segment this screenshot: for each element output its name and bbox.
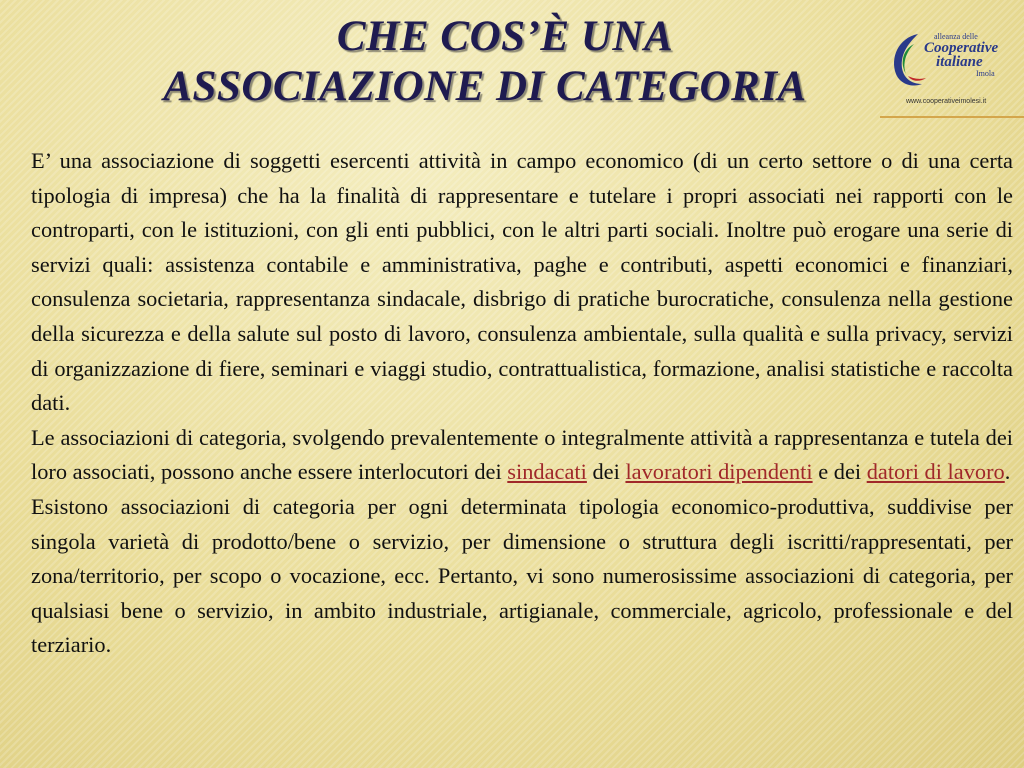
title-divider (880, 116, 1024, 118)
title-line-2: ASSOCIAZIONE DI CATEGORIA (163, 63, 807, 110)
logo-url: www.cooperativeimolesi.it (906, 98, 987, 105)
logo-wordmark: alleanza delle Cooperative italiane Imola (924, 32, 999, 78)
slide-title (90, 12, 880, 112)
cooperative-italiane-logo (888, 26, 1018, 110)
link-sindacati[interactable]: sindacati (507, 459, 587, 485)
link-datori-di-lavoro[interactable]: datori di lavoro (866, 459, 1005, 485)
body-text (31, 144, 1013, 663)
paragraph-interlocutors: Le associazioni di categoria, svolgendo prevalentemente o integralmente attività a rappresentanza e tutela dei loro associati, possono anche essere interlocutori dei sindacati dei lavoratori dipendenti e dei datori di lavoro. (31, 424, 1013, 485)
title-line-1: CHE COS’È UNA (336, 13, 674, 60)
paragraph-types: Esistono associazioni di categoria per ogni determinata tipologia economico-produttiva, suddivise per singola varietà di prodotto/bene o servizio, per dimensione o struttura degli iscritti/rappresentati, per zona/territorio, per scopo o vocazione, ecc. Pertanto, vi sono numerosissime associazioni di categoria, per qualsiasi bene o servizio, in ambito industriale, artigianale, commerciale, agricolo, professionale e del terziario. (31, 493, 1013, 658)
paragraph-definition: E’ una associazione di soggetti esercenti attività in campo economico (di un certo settore o di una certa tipologia di impresa) che ha la finalità di rappresentare e tutelare i propri associati nei rapporti con le controparti, con le istituzioni, con gli enti pubblici, con le altri parti sociali. Inoltre può erogare una serie di servizi quali: assistenza contabile e amministrativa, paghe e contributi, aspetti economici e finanziari, consulenza societaria, rappresentanza sindacale, disbrigo di pratiche burocratiche, consulenza nella gestione della sicurezza e della salute sul posto di lavoro, consulenza ambientale, sulla qualità e sulla privacy, servizi di organizzazione di fiere, seminari e viaggi studio, contrattualistica, formazione, analisi statistiche e raccolta dati. (31, 148, 1013, 416)
link-lavoratori-dipendenti[interactable]: lavoratori dipendenti (625, 459, 813, 485)
